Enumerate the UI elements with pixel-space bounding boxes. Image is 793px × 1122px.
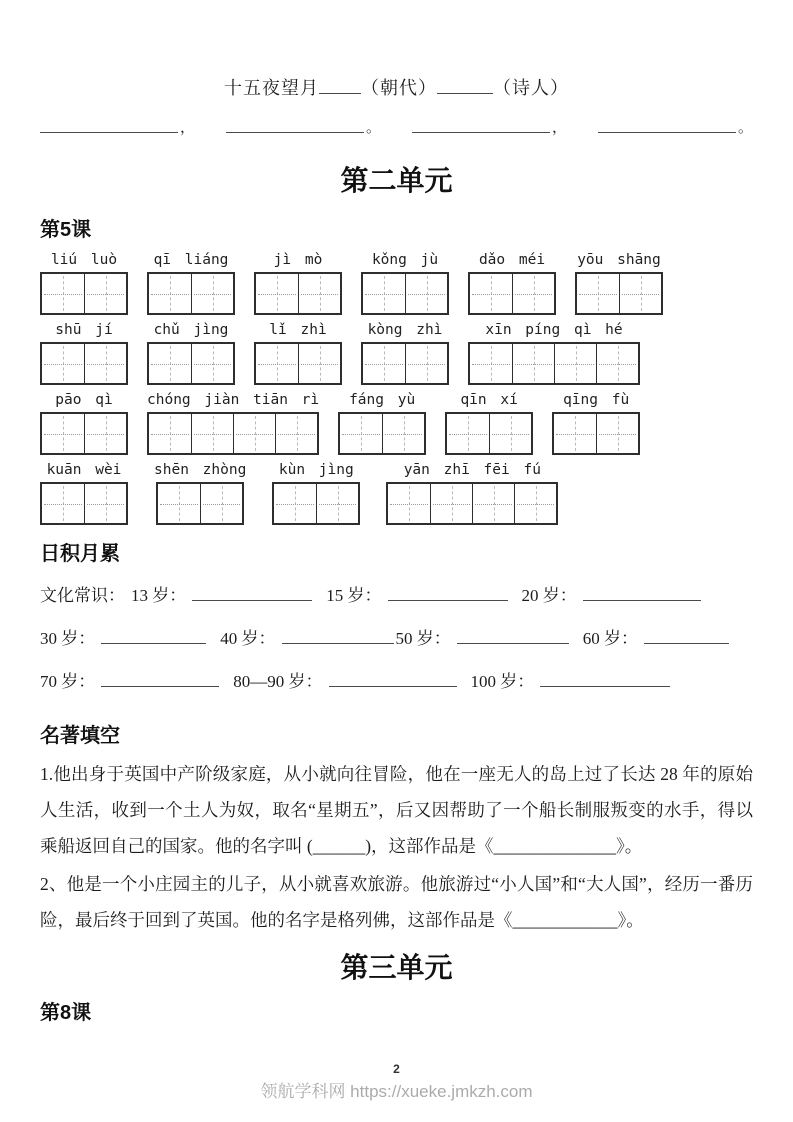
writing-cell <box>84 414 126 453</box>
verse-blank <box>226 118 364 133</box>
writing-cell <box>470 274 512 313</box>
poem-title-text: 十五夜望月 <box>224 78 319 98</box>
writing-cell <box>84 274 126 313</box>
pinyin-label: kòng zhì <box>367 322 443 339</box>
writing-cell <box>388 484 430 523</box>
verse-punct: 。 <box>365 120 381 137</box>
writing-grid <box>147 412 319 455</box>
age-label: 70 岁： <box>40 672 96 692</box>
writing-cell <box>274 484 316 523</box>
age-blank <box>101 670 219 687</box>
writing-cell <box>42 344 84 383</box>
writing-cell <box>619 274 661 313</box>
verse-punct: 。 <box>737 120 753 137</box>
writing-cell <box>256 274 298 313</box>
writing-grid <box>361 272 449 315</box>
word-block <box>147 322 235 385</box>
verse-blank <box>40 118 178 133</box>
word-block <box>468 252 556 315</box>
writing-grid <box>40 412 128 455</box>
writing-cell <box>42 484 84 523</box>
word-block <box>468 322 640 385</box>
pinyin-label: pāo qì <box>55 392 113 409</box>
writing-cell <box>512 274 554 313</box>
pinyin-label: qī liáng <box>153 252 229 269</box>
age-label: 13 岁： <box>131 586 187 606</box>
pinyin-row-1 <box>40 252 753 315</box>
word-block <box>40 462 128 525</box>
word-block <box>552 392 640 455</box>
writing-cell <box>42 414 84 453</box>
culture-line-1 <box>40 574 753 617</box>
verse-punct: ， <box>551 120 567 137</box>
writing-grid <box>40 342 128 385</box>
writing-cell <box>149 274 191 313</box>
lesson5-title: 第5课 <box>40 219 92 242</box>
writing-grid <box>254 342 342 385</box>
writing-cell <box>340 414 382 453</box>
verse-segment <box>412 118 567 137</box>
pinyin-label: fáng yù <box>349 392 416 409</box>
pinyin-label: dǎo méi <box>478 252 546 269</box>
pinyin-label: shēn zhòng <box>154 462 247 479</box>
writing-cell <box>84 484 126 523</box>
writing-grid <box>468 272 556 315</box>
writing-cell <box>554 414 596 453</box>
writing-grid <box>552 412 640 455</box>
writing-grid <box>386 482 558 525</box>
novel-question-1: 1.他出身于英国中产阶级家庭，从小就向往冒险，他在一座无人的岛上过了长达 28 年的原始人生活，收到一个土人为奴，取名“星期五”，后又因帮助了一个船长制服叛变的水手，得以乘船返回自己的国家。他的名字叫 (______)，这部作品是《______________》。 <box>40 764 753 857</box>
word-block <box>40 252 128 315</box>
pinyin-label: kùn jìng <box>278 462 354 479</box>
age-label: 100 岁： <box>470 672 535 692</box>
writing-cell <box>577 274 619 313</box>
pinyin-label: qīng fù <box>563 392 630 409</box>
age-blank <box>329 670 457 687</box>
word-block <box>575 252 663 315</box>
age-label: 40 岁： <box>220 629 276 649</box>
word-block <box>40 392 128 455</box>
pinyin-row-2 <box>40 322 753 385</box>
writing-cell <box>472 484 514 523</box>
word-block <box>147 392 319 455</box>
pinyin-label: chóng jiàn tiān rì <box>147 392 320 409</box>
word-block <box>272 462 360 525</box>
novel-fill-title: 名著填空 <box>40 725 120 748</box>
writing-grid <box>272 482 360 525</box>
writing-cell <box>275 414 317 453</box>
daily-accumulation-title: 日积月累 <box>40 543 120 566</box>
verse-blank <box>412 118 550 133</box>
pinyin-row-3 <box>40 392 753 455</box>
word-block <box>386 462 558 525</box>
pinyin-label: xīn píng qì hé <box>485 322 623 339</box>
writing-cell <box>430 484 472 523</box>
writing-cell <box>84 344 126 383</box>
writing-cell <box>233 414 275 453</box>
writing-grid <box>338 412 426 455</box>
lesson8-title: 第8课 <box>40 1002 92 1025</box>
age-label: 20 岁： <box>521 586 577 606</box>
writing-grid <box>254 272 342 315</box>
writing-grid <box>156 482 244 525</box>
writing-cell <box>363 274 405 313</box>
age-blank <box>457 627 569 644</box>
writing-cell <box>514 484 556 523</box>
writing-cell <box>191 344 233 383</box>
poet-blank <box>437 76 493 94</box>
writing-cell <box>256 344 298 383</box>
writing-cell <box>149 414 191 453</box>
word-block <box>154 462 246 525</box>
word-block <box>147 252 235 315</box>
writing-grid <box>575 272 663 315</box>
pinyin-label: yān zhī fēi fú <box>403 462 541 479</box>
writing-grid <box>468 342 640 385</box>
writing-cell <box>191 414 233 453</box>
writing-cell <box>298 274 340 313</box>
footer-watermark: 领航学科网 https://xueke.jmkzh.com <box>260 1082 533 1101</box>
dynasty-blank <box>319 76 361 94</box>
writing-cell <box>405 344 447 383</box>
pinyin-row-4 <box>40 462 753 525</box>
pinyin-label: shū jí <box>55 322 113 339</box>
word-block <box>361 322 449 385</box>
poem-title-line <box>40 74 753 100</box>
writing-cell <box>158 484 200 523</box>
word-block <box>361 252 449 315</box>
writing-cell <box>298 344 340 383</box>
age-blank <box>644 627 729 644</box>
writing-grid <box>40 272 128 315</box>
writing-cell <box>42 274 84 313</box>
poet-label: （诗人） <box>493 78 569 98</box>
writing-cell <box>470 344 512 383</box>
culture-line-2 <box>40 617 753 660</box>
writing-grid <box>40 482 128 525</box>
age-blank <box>583 584 701 601</box>
word-block <box>445 392 533 455</box>
verse-segment <box>40 118 196 137</box>
pinyin-label: kuān wèi <box>46 462 122 479</box>
age-blank <box>282 627 394 644</box>
pinyin-label: liú luò <box>50 252 118 269</box>
writing-cell <box>382 414 424 453</box>
dynasty-label: （朝代） <box>361 78 437 98</box>
page-number: 2 <box>393 1062 400 1076</box>
writing-grid <box>147 342 235 385</box>
writing-grid <box>147 272 235 315</box>
writing-cell <box>200 484 242 523</box>
age-blank <box>101 627 206 644</box>
word-block <box>338 392 426 455</box>
writing-cell <box>596 414 638 453</box>
unit3-title: 第三单元 <box>340 952 453 984</box>
word-block <box>254 322 342 385</box>
writing-cell <box>191 274 233 313</box>
age-label: 30 岁： <box>40 629 96 649</box>
verse-punct: ， <box>180 120 196 137</box>
verse-blank <box>598 118 736 133</box>
age-label: 60 岁： <box>582 629 638 649</box>
writing-grid <box>445 412 533 455</box>
writing-cell <box>316 484 358 523</box>
pinyin-label: qīn xí <box>460 392 518 409</box>
age-label: 15 岁： <box>326 586 382 606</box>
writing-cell <box>447 414 489 453</box>
novel-question-2: 2、他是一个小庄园主的儿子，从小就喜欢旅游。他旅游过“小人国”和“大人国”，经历一番历险，最后终于回到了英国。他的名字是格列佛，这部作品是《____________》。 <box>40 874 753 931</box>
writing-grid <box>361 342 449 385</box>
unit2-title: 第二单元 <box>340 165 453 197</box>
word-block <box>254 252 342 315</box>
pinyin-label: kǒng jù <box>371 252 439 269</box>
word-block <box>40 322 128 385</box>
age-blank <box>540 670 670 687</box>
age-label: 50 岁： <box>395 629 451 649</box>
writing-cell <box>405 274 447 313</box>
pinyin-label: chǔ jìng <box>153 322 229 339</box>
culture-prefix: 文化常识： <box>40 586 125 606</box>
culture-line-3 <box>40 660 753 703</box>
age-label: 80—90 岁： <box>233 672 323 692</box>
writing-cell <box>512 344 554 383</box>
pinyin-label: lǐ zhì <box>269 322 327 339</box>
verse-blank-line <box>40 118 753 137</box>
writing-cell <box>554 344 596 383</box>
writing-cell <box>363 344 405 383</box>
pinyin-label: jì mò <box>273 252 323 269</box>
writing-cell <box>489 414 531 453</box>
verse-segment <box>598 118 753 137</box>
age-blank <box>388 584 508 601</box>
pinyin-label: yōu shāng <box>577 252 661 269</box>
writing-cell <box>596 344 638 383</box>
verse-segment <box>226 118 381 137</box>
writing-cell <box>149 344 191 383</box>
age-blank <box>192 584 312 601</box>
